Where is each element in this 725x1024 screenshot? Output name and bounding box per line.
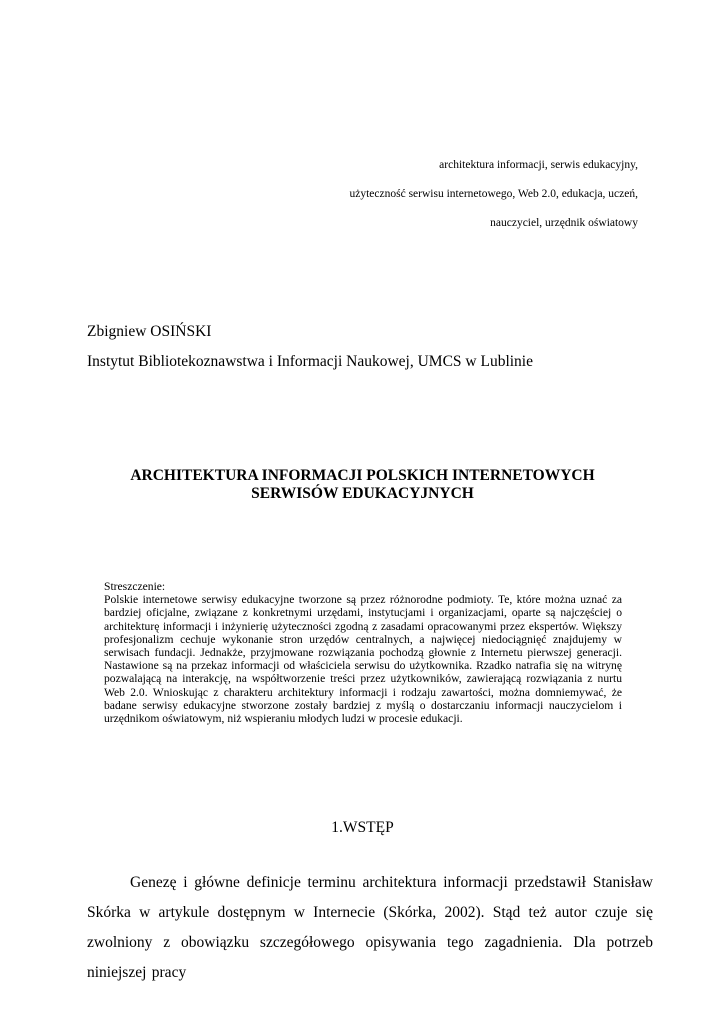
keywords-block <box>118 151 638 238</box>
section-heading: 1.WSTĘP <box>331 819 394 836</box>
title-line-2: SERWISÓW EDUKACYJNYCH <box>251 485 474 502</box>
title-line-1: ARCHITEKTURA INFORMACJI POLSKICH INTERNETOWYCH <box>130 467 595 484</box>
abstract-block <box>104 580 622 725</box>
keywords-line-3: nauczyciel, urzędnik oświatowy <box>490 217 638 229</box>
abstract-label: Streszczenie: <box>104 580 166 593</box>
intro-paragraph: Genezę i główne definicje terminu architektura informacji przedstawił Stanisław Skórka w artykule dostępnym w Internecie (Skórka, 2002). Stąd też autor czuje się zwolniony z obowiązku szczegółowego opisywania tego zagadnienia. Dla potrzeb niniejszej pracy <box>87 874 653 981</box>
author-block <box>87 317 533 377</box>
paper-title <box>60 467 665 503</box>
abstract-text: Polskie internetowe serwisy edukacyjne tworzone są przez różnorodne podmioty. Te, które można uznać za bardziej oficjalne, związane z konkretnymi urzędami, instytucjami i organizacjami, oparte są najczęściej o architekturę informacji i inżynierię użyteczności zgodną z zasadami opracowanymi przez ekspertów. Większy profesjonalizm cechuje wykonanie stron urzędów centralnych, a najwięcej niedociągnięć znajdujemy w serwisach fundacji. Jednakże, przyjmowane rozwiązania pochodzą głownie z Internetu pierwszej generacji. Nastawione są na przekaz informacji od właściciela serwisu do użytkownika. Rzadko natrafia się na witrynę pozwalającą na interakcję, na współtworzenie treści przez użytkowników, zawierającą rozwiązania z nurtu Web 2.0. Wnioskując z charakteru architektury informacji i rodzaju zawartości, można domniemywać, że badane serwisy edukacyjne stworzone zostały bardziej z myślą o dostarczaniu informacji nauczycielom i urzędnikom oświatowym, niż wspieraniu młodych ludzi w procesie edukacji. <box>104 593 622 726</box>
author-affiliation: Instytut Bibliotekoznawstwa i Informacji Naukowej, UMCS w Lublinie <box>87 353 533 370</box>
author-name: Zbigniew OSIŃSKI <box>87 323 212 340</box>
keywords-line-1: architektura informacji, serwis edukacyjny, <box>439 159 638 171</box>
keywords-line-2: użyteczność serwisu internetowego, Web 2.0, edukacja, uczeń, <box>349 188 638 200</box>
